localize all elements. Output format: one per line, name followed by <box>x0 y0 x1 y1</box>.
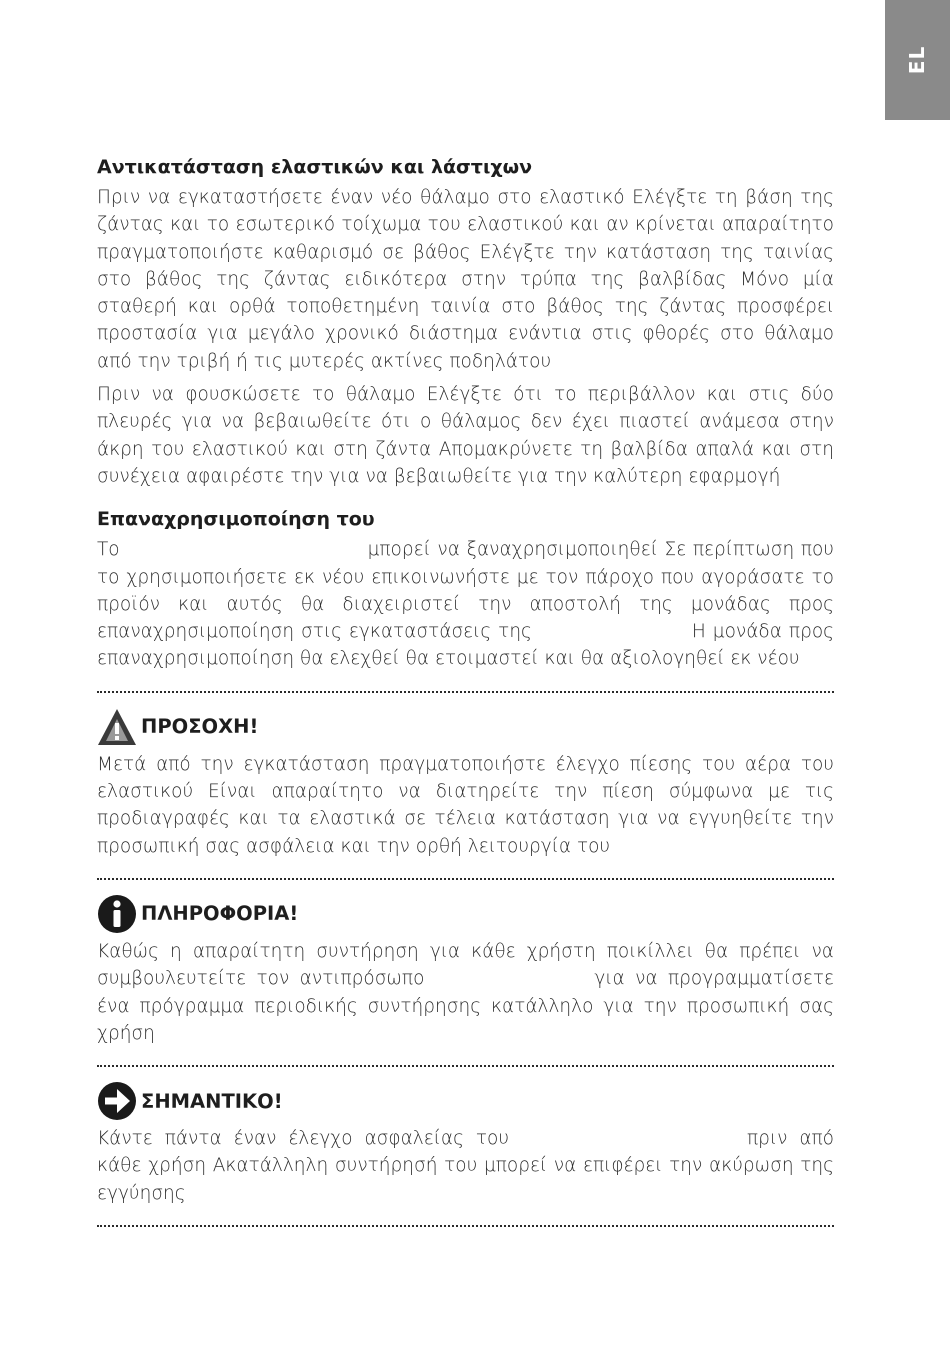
dotted-divider <box>97 1065 834 1067</box>
arrow-right-icon <box>97 1081 137 1121</box>
dotted-divider <box>97 691 834 693</box>
warning-label: ΠΡΟΣΟΧΗ! <box>141 715 259 739</box>
info-text-end: για να προγραμματίσετε ένα πρόγραμμα περιοδικής συντήρησης κατάλληλο για την προσωπική σας χρήση <box>97 968 834 1044</box>
warning-triangle-icon <box>97 707 137 747</box>
paragraph-reuse <box>97 536 834 672</box>
important-text-end: πριν από κάθε χρήση Ακατάλληλη συντήρησή του μπορεί να επιφέρει την ακύρωση της εγγύησης <box>97 1128 834 1204</box>
language-code: EL <box>905 45 930 75</box>
important-text <box>97 1125 834 1207</box>
warning-text: Μετά από την εγκατάσταση πραγματοποιήστε έλεγχο πίεσης του αέρα του ελαστικού Είναι απαραίτητο να διατηρείτε την πίεση σύμφωνα με τις προδιαγραφές και τα ελαστικά σε τέλεια κατάσταση για να εγγυηθείτε την προσωπική σας ασφάλεια και την ορθή λειτουργία του <box>97 753 834 857</box>
info-icon <box>97 894 137 934</box>
dotted-divider <box>97 878 834 880</box>
reuse-text-start: Το <box>97 539 120 561</box>
important-text-start: Κάντε πάντα έναν έλεγχο ασφαλείας του <box>97 1128 510 1150</box>
section-title-reuse: Επαναχρησιμοποίηση του <box>97 508 375 531</box>
language-tab <box>885 0 950 120</box>
info-text <box>97 938 834 1047</box>
important-header <box>97 1081 834 1121</box>
paragraph-inflation: Πριν να φουσκώσετε το θάλαμο Ελέγξτε ότι το περιβάλλον και στις δύο πλευρές για να βεβαιωθείτε ότι ο θάλαμος δεν έχει πιαστεί ανάμεσα στην άκρη του ελαστικού και στη ζάντα Απομακρύνετε τη βαλβίδα απαλά και στη συνέχεια αφαιρέστε την για να βεβαιωθείτε για την καλύτερη εφαρμογή <box>97 384 834 487</box>
info-text-start: Καθώς η απαραίτητη συντήρηση για κάθε χρήστη ποικίλλει θα πρέπει να συμβουλευτείτε τον αντιπρόσωπο <box>97 940 834 990</box>
section-title-tire-replacement: Αντικατάσταση ελαστικών και λάστιχων <box>97 156 533 178</box>
dotted-divider <box>97 1225 834 1227</box>
warning-header <box>97 707 834 747</box>
reuse-text-end: Η μονάδα προς επαναχρησιμοποίηση θα ελεχθεί θα ετοιμαστεί και θα αξιολογηθεί εκ νέου <box>97 621 834 670</box>
important-label: ΣΗΜΑΝΤΙΚΟ! <box>141 1089 283 1113</box>
reuse-text-middle: μπορεί να ξαναχρησιμοποιηθεί Σε περίπτωση που το χρησιμοποιήσετε εκ νέου επικοινωνήστε με τον πάροχο που αγοράσατε το προϊόν και αυτός θα διαχειριστεί την αποστολή της μονάδας προς επαναχρησιμοποίηση στις εγκαταστάσεις της <box>97 539 834 643</box>
page-content <box>97 152 834 1241</box>
info-header <box>97 894 834 934</box>
paragraph-tube-installation: Πριν να εγκαταστήσετε έναν νέο θάλαμο στο ελαστικό Ελέγξτε τη βάση της ζάντας και το εσωτερικό τοίχωμα του ελαστικού και αν κρίνεται απαραίτητο πραγματοποιήστε καθαρισμό σε βάθος Ελέγξτε την κατάσταση της ταινίας στο βάθος της ζάντας ειδικότερα στην τρύπα της βαλβίδας Μόνο μία σταθερή και ορθά τοποθετημένη ταινία στο βάθος της ζάντας προσφέρει προστασία για μεγάλο χρονικό διάστημα ενάντια στις φθορές στο θάλαμο από την τριβή ή τις μυτερές ακτίνες ποδηλάτου <box>97 187 834 372</box>
info-label: ΠΛΗΡΟΦΟΡΙΑ! <box>141 902 299 926</box>
